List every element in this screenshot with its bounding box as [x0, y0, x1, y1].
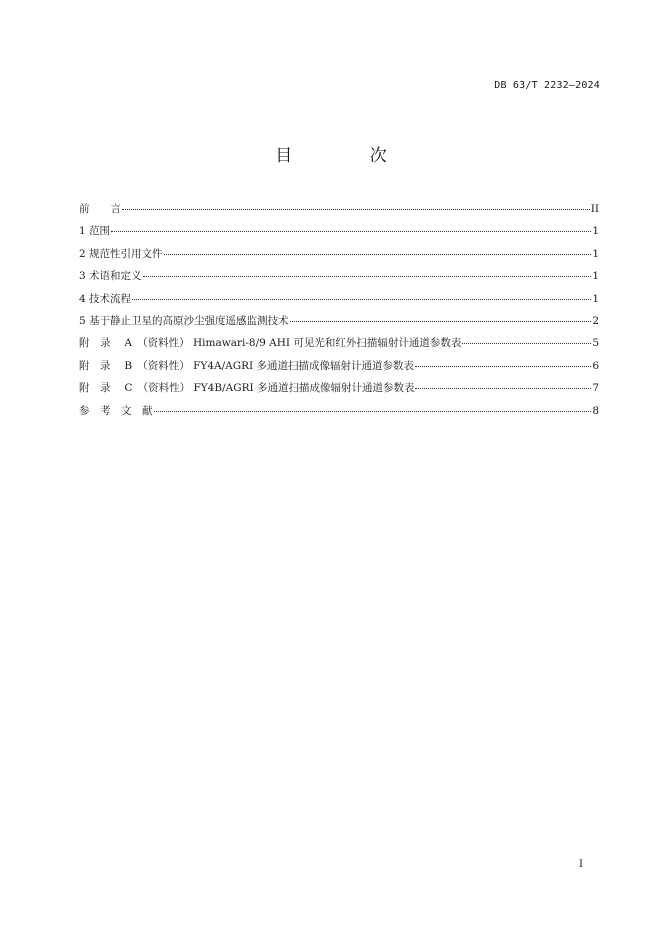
toc-entry-label: 1 范围	[79, 225, 111, 238]
toc-entry-scope[interactable]	[79, 223, 599, 245]
toc-dot-leader	[290, 321, 592, 322]
toc-entry-technical-process[interactable]	[79, 291, 599, 313]
toc-entry-page: 2	[592, 314, 599, 327]
toc-dot-leader	[122, 209, 590, 210]
toc-entry-label: 5 基于静止卫星的高原沙尘强度遥感监测技术	[79, 314, 289, 327]
toc-dot-leader	[132, 299, 591, 300]
toc-entry-label: 前 言	[79, 203, 121, 215]
toc-dot-leader	[462, 343, 591, 344]
toc-entry-label: 附 录 B （资料性） FY4A/AGRI 多通道扫描成像辐射计通道参数表	[79, 359, 415, 372]
toc-dot-leader	[111, 231, 591, 232]
toc-entry-terms[interactable]	[79, 268, 599, 290]
toc-entry-label: 附 录 C （资料性） FY4B/AGRI 多通道扫描成像辐射计通道参数表	[79, 382, 415, 395]
toc-entry-label: 3 术语和定义	[79, 270, 142, 283]
page-number: I	[579, 859, 583, 870]
toc-entry-bibliography[interactable]	[79, 403, 599, 425]
toc-entry-label: 2 规范性引用文件	[79, 247, 163, 260]
toc-entry-label: 4 技术流程	[79, 292, 132, 305]
toc-entry-normative-references[interactable]	[79, 246, 599, 268]
toc-dot-leader	[415, 366, 591, 367]
toc-dot-leader	[143, 276, 592, 277]
toc-entry-page: 1	[592, 270, 599, 283]
document-code: DB 63/T 2232—2024	[494, 80, 600, 91]
toc-entry-page: II	[590, 203, 599, 215]
table-of-contents	[79, 201, 599, 425]
toc-entry-page: 5	[592, 337, 599, 350]
toc-entry-appendix-b[interactable]	[79, 358, 599, 380]
toc-entry-foreword[interactable]	[79, 201, 599, 223]
toc-entry-appendix-a[interactable]	[79, 335, 599, 357]
toc-dot-leader	[154, 411, 592, 412]
toc-entry-page: 1	[592, 225, 599, 238]
toc-entry-label: 参 考 文 献	[79, 404, 153, 417]
toc-dot-leader	[415, 388, 591, 389]
toc-entry-page: 8	[592, 404, 599, 417]
toc-dot-leader	[164, 254, 592, 255]
toc-entry-page: 1	[592, 292, 599, 305]
toc-entry-page: 6	[592, 359, 599, 372]
toc-entry-label: 附 录 A （资料性） Himawari-8/9 AHI 可见光和红外扫描辐射计通道参数表	[79, 337, 462, 350]
toc-title: 目 次	[275, 146, 423, 166]
toc-entry-appendix-c[interactable]	[79, 380, 599, 402]
toc-entry-page: 1	[592, 247, 599, 260]
toc-entry-monitoring-technique[interactable]	[79, 313, 599, 335]
toc-entry-page: 7	[592, 382, 599, 395]
